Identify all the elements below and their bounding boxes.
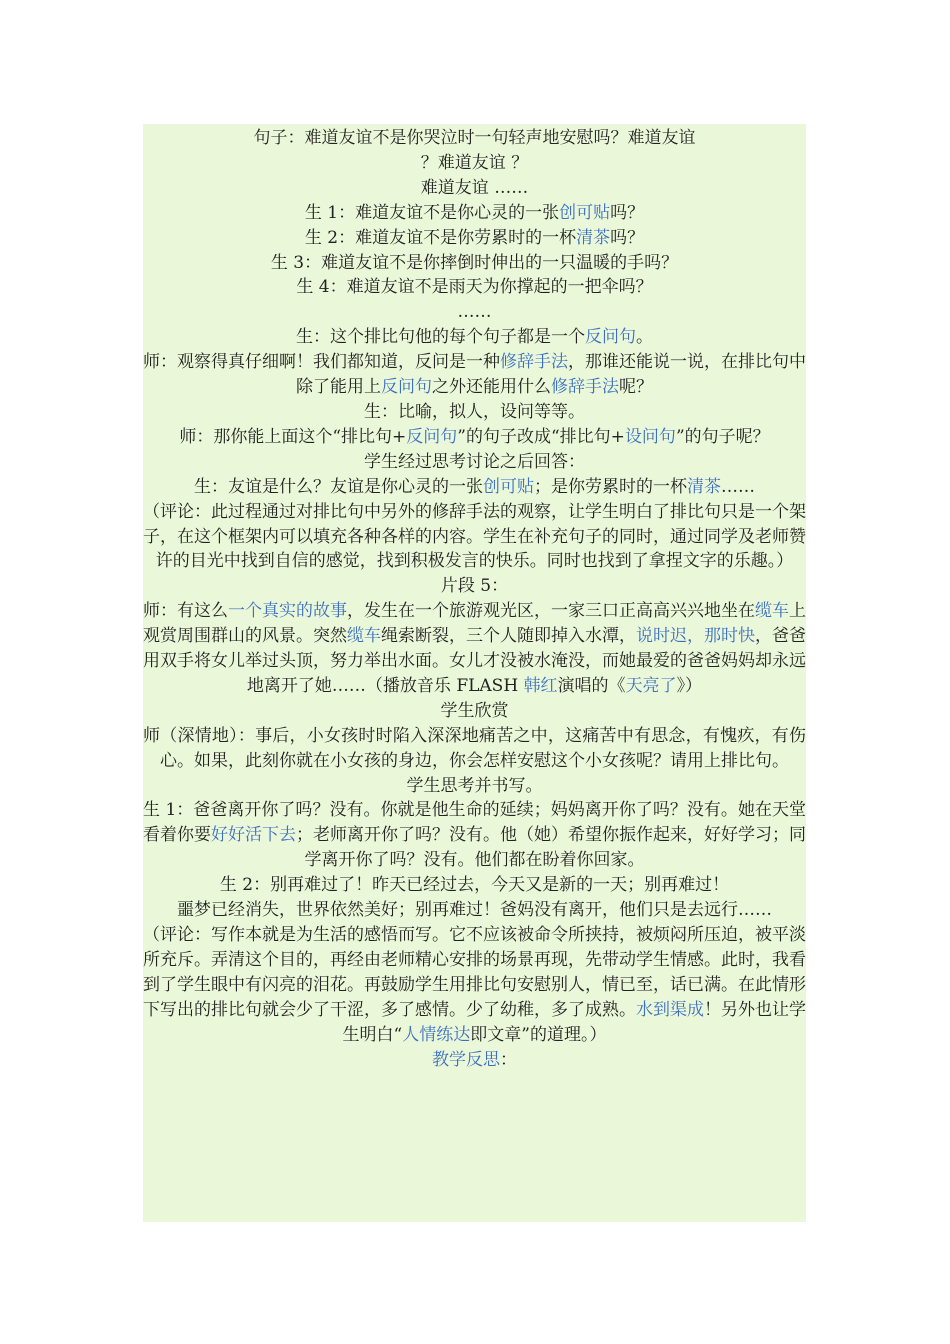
text-line [143,176,806,201]
text-span: 师：那你能上面这个“排比句+ [179,426,407,447]
inline-link[interactable]: 反问句 [585,327,636,348]
text-line [143,873,806,898]
text-span: ”的句子改成“排比句+ [457,426,625,447]
text-span: 生 1：爸爸离开你了吗？没有。你就是他生命的延续；妈妈离开你了吗？没有。她在天堂看着你要 [143,800,806,846]
text-span: （评论：写作本就是为生活的感悟而写。它不应该被命令所挟持，被烦闷所压迫，被平淡所充斥。弄清这个目的，再经由老师精心安排的场景再现，先带动学生情感。此时，我看到了学生眼中有闪亮的泪花。再鼓励学生用排比句安慰别人，情已至，话已满。在此情形下写出的排比句就会少了干涩，多了感情。少了幼稚，多了成熟。 [143,925,806,1020]
text-span: 上观赏周围群山的风景。突然 [143,601,806,647]
text-span: 吗？ [610,202,645,223]
text-span: ： [500,1049,517,1070]
text-span: 句子：难道友谊不是你哭泣时一句轻声地安慰吗？难道友谊 [253,128,696,148]
text-span: ；是你劳累时的一杯 [534,476,687,497]
inline-link[interactable]: 教学反思 [432,1049,500,1070]
text-span: 学生思考并书写。 [406,775,543,796]
text-span: ？难道友谊 ？ [420,152,529,173]
text-span: 生 2：别再难过了！昨天已经过去，今天又是新的一天；别再难过！ [219,875,730,896]
inline-link[interactable]: 修辞手法 [500,352,568,373]
text-line [143,226,806,251]
text-span: 生 1：难道友谊不是你心灵的一张 [304,202,560,223]
text-span: 演唱的《 [557,675,626,696]
text-span: ；老师离开你了吗？没有。他（她）希望你振作起来，好好学习；同学离开你了吗？没有。他们都在盼着你回家。 [296,825,806,871]
text-line [143,699,806,724]
text-span: 学生欣赏 [440,700,509,721]
inline-link[interactable]: 清茶 [576,227,611,248]
text-line [143,251,806,276]
text-span: 之外还能用什么 [432,377,551,398]
inline-link[interactable]: 韩红 [523,675,558,696]
text-line [143,724,806,774]
inline-link[interactable]: 缆车 [755,601,789,622]
text-line [143,300,806,325]
text-line [143,774,806,799]
text-line [143,201,806,226]
inline-link[interactable]: 天亮了 [625,675,677,696]
text-span: 学生经过思考讨论之后回答： [364,451,585,472]
text-line [143,798,806,873]
text-span: ！另外也让学生明白“ [342,999,806,1045]
inline-link[interactable]: 设问句 [624,426,676,447]
text-span: ，那谁还能说一说，在排比句中除了能用上 [296,352,806,398]
text-span: ，爸爸用双手将女儿举过头顶，努力举出水面。女儿才没被水淹没，而她最爱的爸爸妈妈却永远地离开了她……（播放音乐 FLASH [143,626,806,696]
text-line [143,450,806,475]
text-span: …… [721,476,755,497]
text-span: 生：友谊是什么？友谊是你心灵的一张 [194,476,483,497]
text-line [143,126,806,151]
inline-link[interactable]: 修辞手法 [551,377,619,398]
inline-link[interactable]: 缆车 [347,626,381,647]
text-span: 片段 5： [440,576,509,597]
text-span: 难道友谊 …… [420,177,529,198]
document-panel [143,124,806,1222]
text-span: 师（深情地）：事后，小女孩时时陷入深深地痛苦之中，这痛苦中有思念，有愧疚，有伤心。如果，此刻你就在小女孩的身边，你会怎样安慰这个小女孩呢？请用上排比句。 [143,725,806,771]
text-span: 师：有这么 [143,601,228,622]
inline-link[interactable]: 创可贴 [483,476,534,497]
text-span: 噩梦已经消失，世界依然美好；别再难过！爸妈没有离开，他们只是去远行…… [177,900,772,921]
text-span: ，发生在一个旅游观光区，一家三口正高高兴兴地坐在 [347,601,755,622]
text-line [143,350,806,400]
text-line [143,151,806,176]
text-line [143,400,806,425]
text-span: 生 2：难道友谊不是你劳累时的一杯 [304,227,577,248]
text-span: 师：观察得真仔细啊！我们都知道，反问是一种 [143,352,500,373]
inline-link[interactable]: 一个真实的故事 [228,601,347,622]
text-line [143,500,806,575]
text-span: 生 4：难道友谊不是雨天为你撑起的一把伞吗？ [296,277,653,298]
text-line [143,898,806,923]
text-span: ”的句子呢？ [675,426,770,447]
inline-link[interactable]: 说时迟，那时快 [636,626,755,647]
inline-link[interactable]: 反问句 [381,377,432,398]
inline-link[interactable]: 人情练达 [402,1024,471,1045]
text-line [143,599,806,699]
text-span: 生：比喻，拟人，设问等等。 [364,401,585,422]
text-line [143,475,806,500]
text-line [143,325,806,350]
text-span: 》） [676,675,703,696]
inline-link[interactable]: 水到渠成 [636,999,704,1020]
text-span: 即文章”的道理。） [470,1024,607,1045]
text-span: （评论：此过程通过对排比句中另外的修辞手法的观察，让学生明白了排比句只是一个架子，在这个框架内可以填充各种各样的内容。学生在补充句子的同时，通过同学及老师赞许的目光中找到自信的感觉，找到积极发言的快乐。同时也找到了拿捏文字的乐趣。） [143,501,806,572]
text-line [143,425,806,450]
text-span: 。 [636,327,653,348]
text-span: 生 3：难道友谊不是你摔倒时伸出的一只温暖的手吗？ [270,252,679,273]
inline-link[interactable]: 清茶 [687,476,721,497]
text-line [143,574,806,599]
text-line [143,275,806,300]
inline-link[interactable]: 好好活下去 [211,825,296,846]
text-line [143,923,806,1048]
inline-link[interactable]: 反问句 [406,426,458,447]
inline-link[interactable]: 创可贴 [559,202,611,223]
text-span: 绳索断裂，三个人随即掉入水潭， [381,626,636,647]
text-line [143,1048,806,1073]
text-span: 生：这个排比句他的每个句子都是一个 [296,327,585,348]
text-span: …… [457,302,492,323]
text-span: 吗？ [610,227,645,248]
text-span: 呢？ [619,377,653,398]
